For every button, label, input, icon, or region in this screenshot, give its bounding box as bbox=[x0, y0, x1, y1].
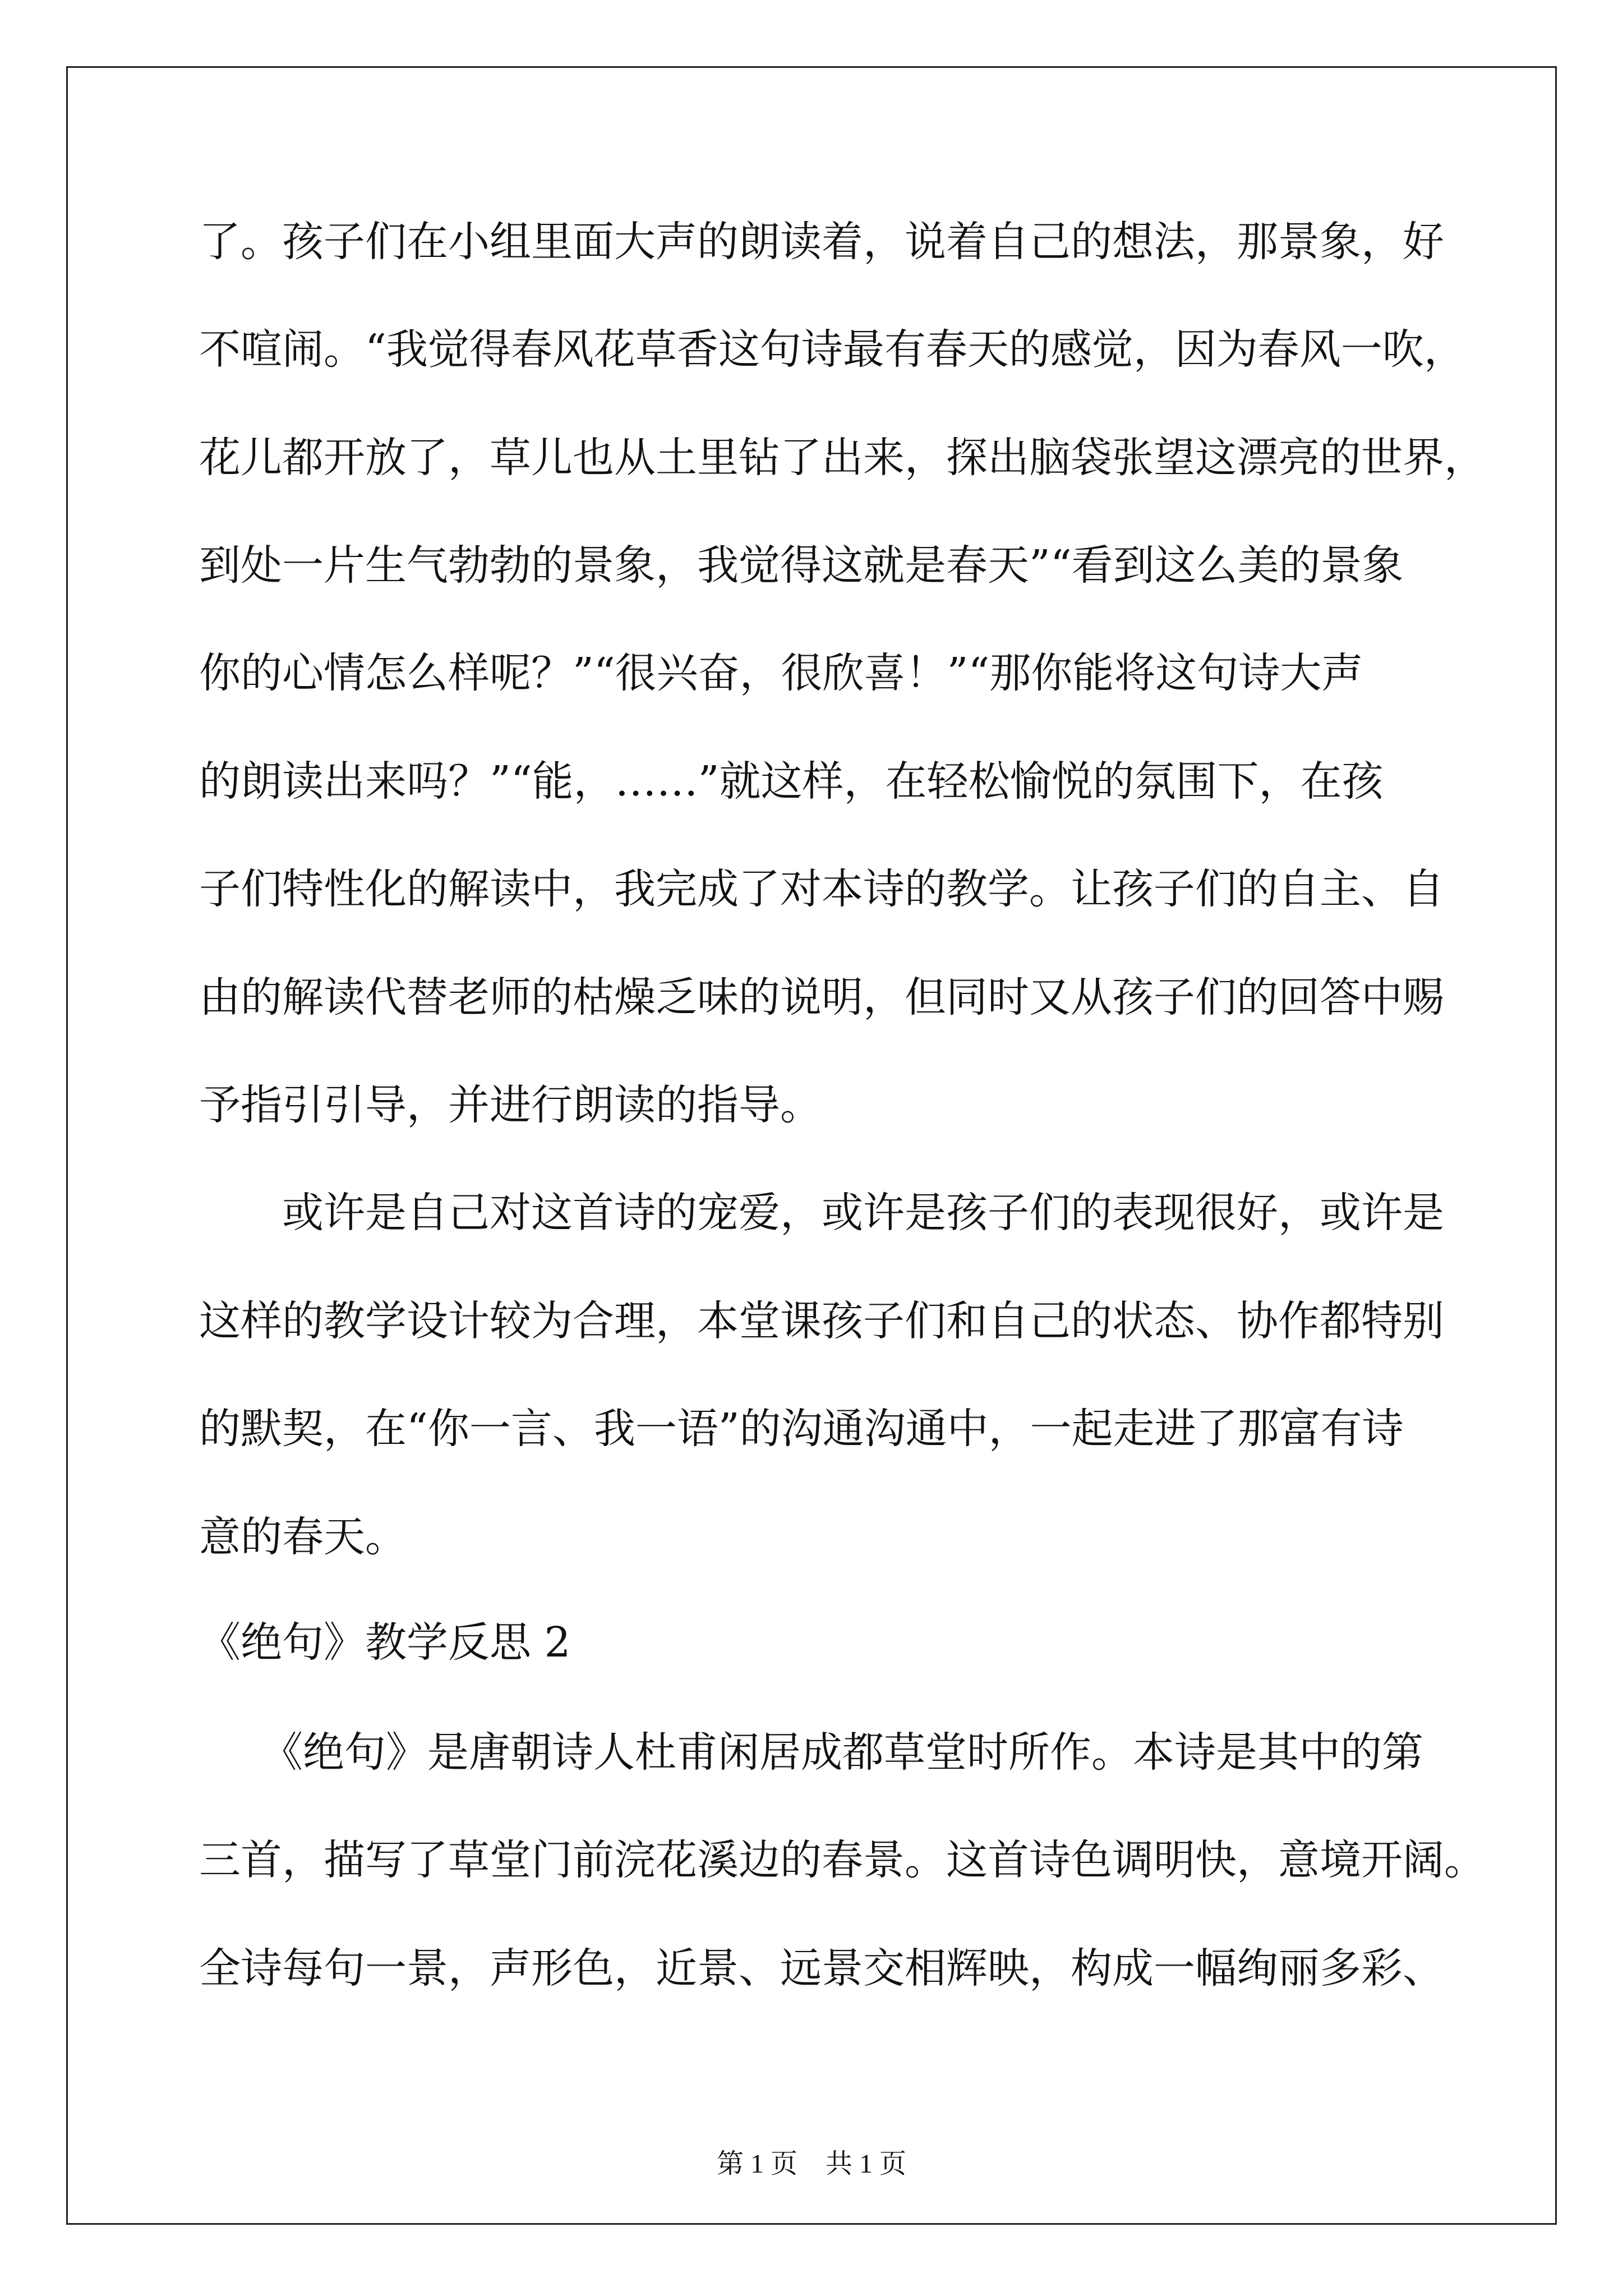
paragraph-line: 这样的教学设计较为合理，本堂课孩子们和自己的状态、协作都特别 bbox=[199, 1297, 1444, 1345]
paragraph-line: 到处一片生气勃勃的景象，我觉得这就是春天”“看到这么美的景象 bbox=[199, 541, 1404, 590]
page-border bbox=[66, 66, 1557, 2225]
paragraph-line: 的默契，在“你一言、我一语”的沟通沟通中，一起走进了那富有诗 bbox=[199, 1405, 1404, 1453]
paragraph-line: 予指引引导，并进行朗读的指导。 bbox=[199, 1081, 822, 1129]
paragraph-line: 了。孩子们在小组里面大声的朗读着，说着自己的想法，那景象，好 bbox=[199, 218, 1444, 266]
paragraph-line: 子们特性化的解读中，我完成了对本诗的教学。让孩子们的自主、自 bbox=[199, 865, 1444, 913]
page-footer bbox=[0, 2147, 1623, 2181]
paragraph-line: 花儿都开放了，草儿也从土里钻了出来，探出脑袋张望这漂亮的世界， bbox=[199, 434, 1486, 482]
section-title: 《绝句》教学反思 2 bbox=[199, 1618, 571, 1667]
page-number: 第 1 页 bbox=[716, 2149, 797, 2179]
paragraph-line: 三首，描写了草堂门前浣花溪边的春景。这首诗色调明快，意境开阔。 bbox=[199, 1836, 1486, 1884]
paragraph-line: 意的春天。 bbox=[199, 1513, 407, 1561]
paragraph-line: 或许是自己对这首诗的宠爱，或许是孩子们的表现很好，或许是 bbox=[199, 1189, 1444, 1237]
paragraph-line: 《绝句》是唐朝诗人杜甫闲居成都草堂时所作。本诗是其中的第 bbox=[199, 1728, 1423, 1777]
paragraph-line: 不喧闹。“我觉得春风花草香这句诗最有春天的感觉，因为春风一吹， bbox=[199, 325, 1465, 374]
paragraph-line: 的朗读出来吗？”“能，……”就这样，在轻松愉悦的氛围下，在孩 bbox=[199, 757, 1384, 806]
paragraph-line: 你的心情怎么样呢？”“很兴奋，很欣喜！”“那你能将这句诗大声 bbox=[199, 649, 1363, 697]
paragraph-line: 全诗每句一景，声形色，近景、远景交相辉映，构成一幅绚丽多彩、 bbox=[199, 1944, 1444, 1993]
paragraph-line: 由的解读代替老师的枯燥乏味的说明，但同时又从孩子们的回答中赐 bbox=[199, 973, 1444, 1022]
page-total: 共 1 页 bbox=[826, 2149, 907, 2179]
